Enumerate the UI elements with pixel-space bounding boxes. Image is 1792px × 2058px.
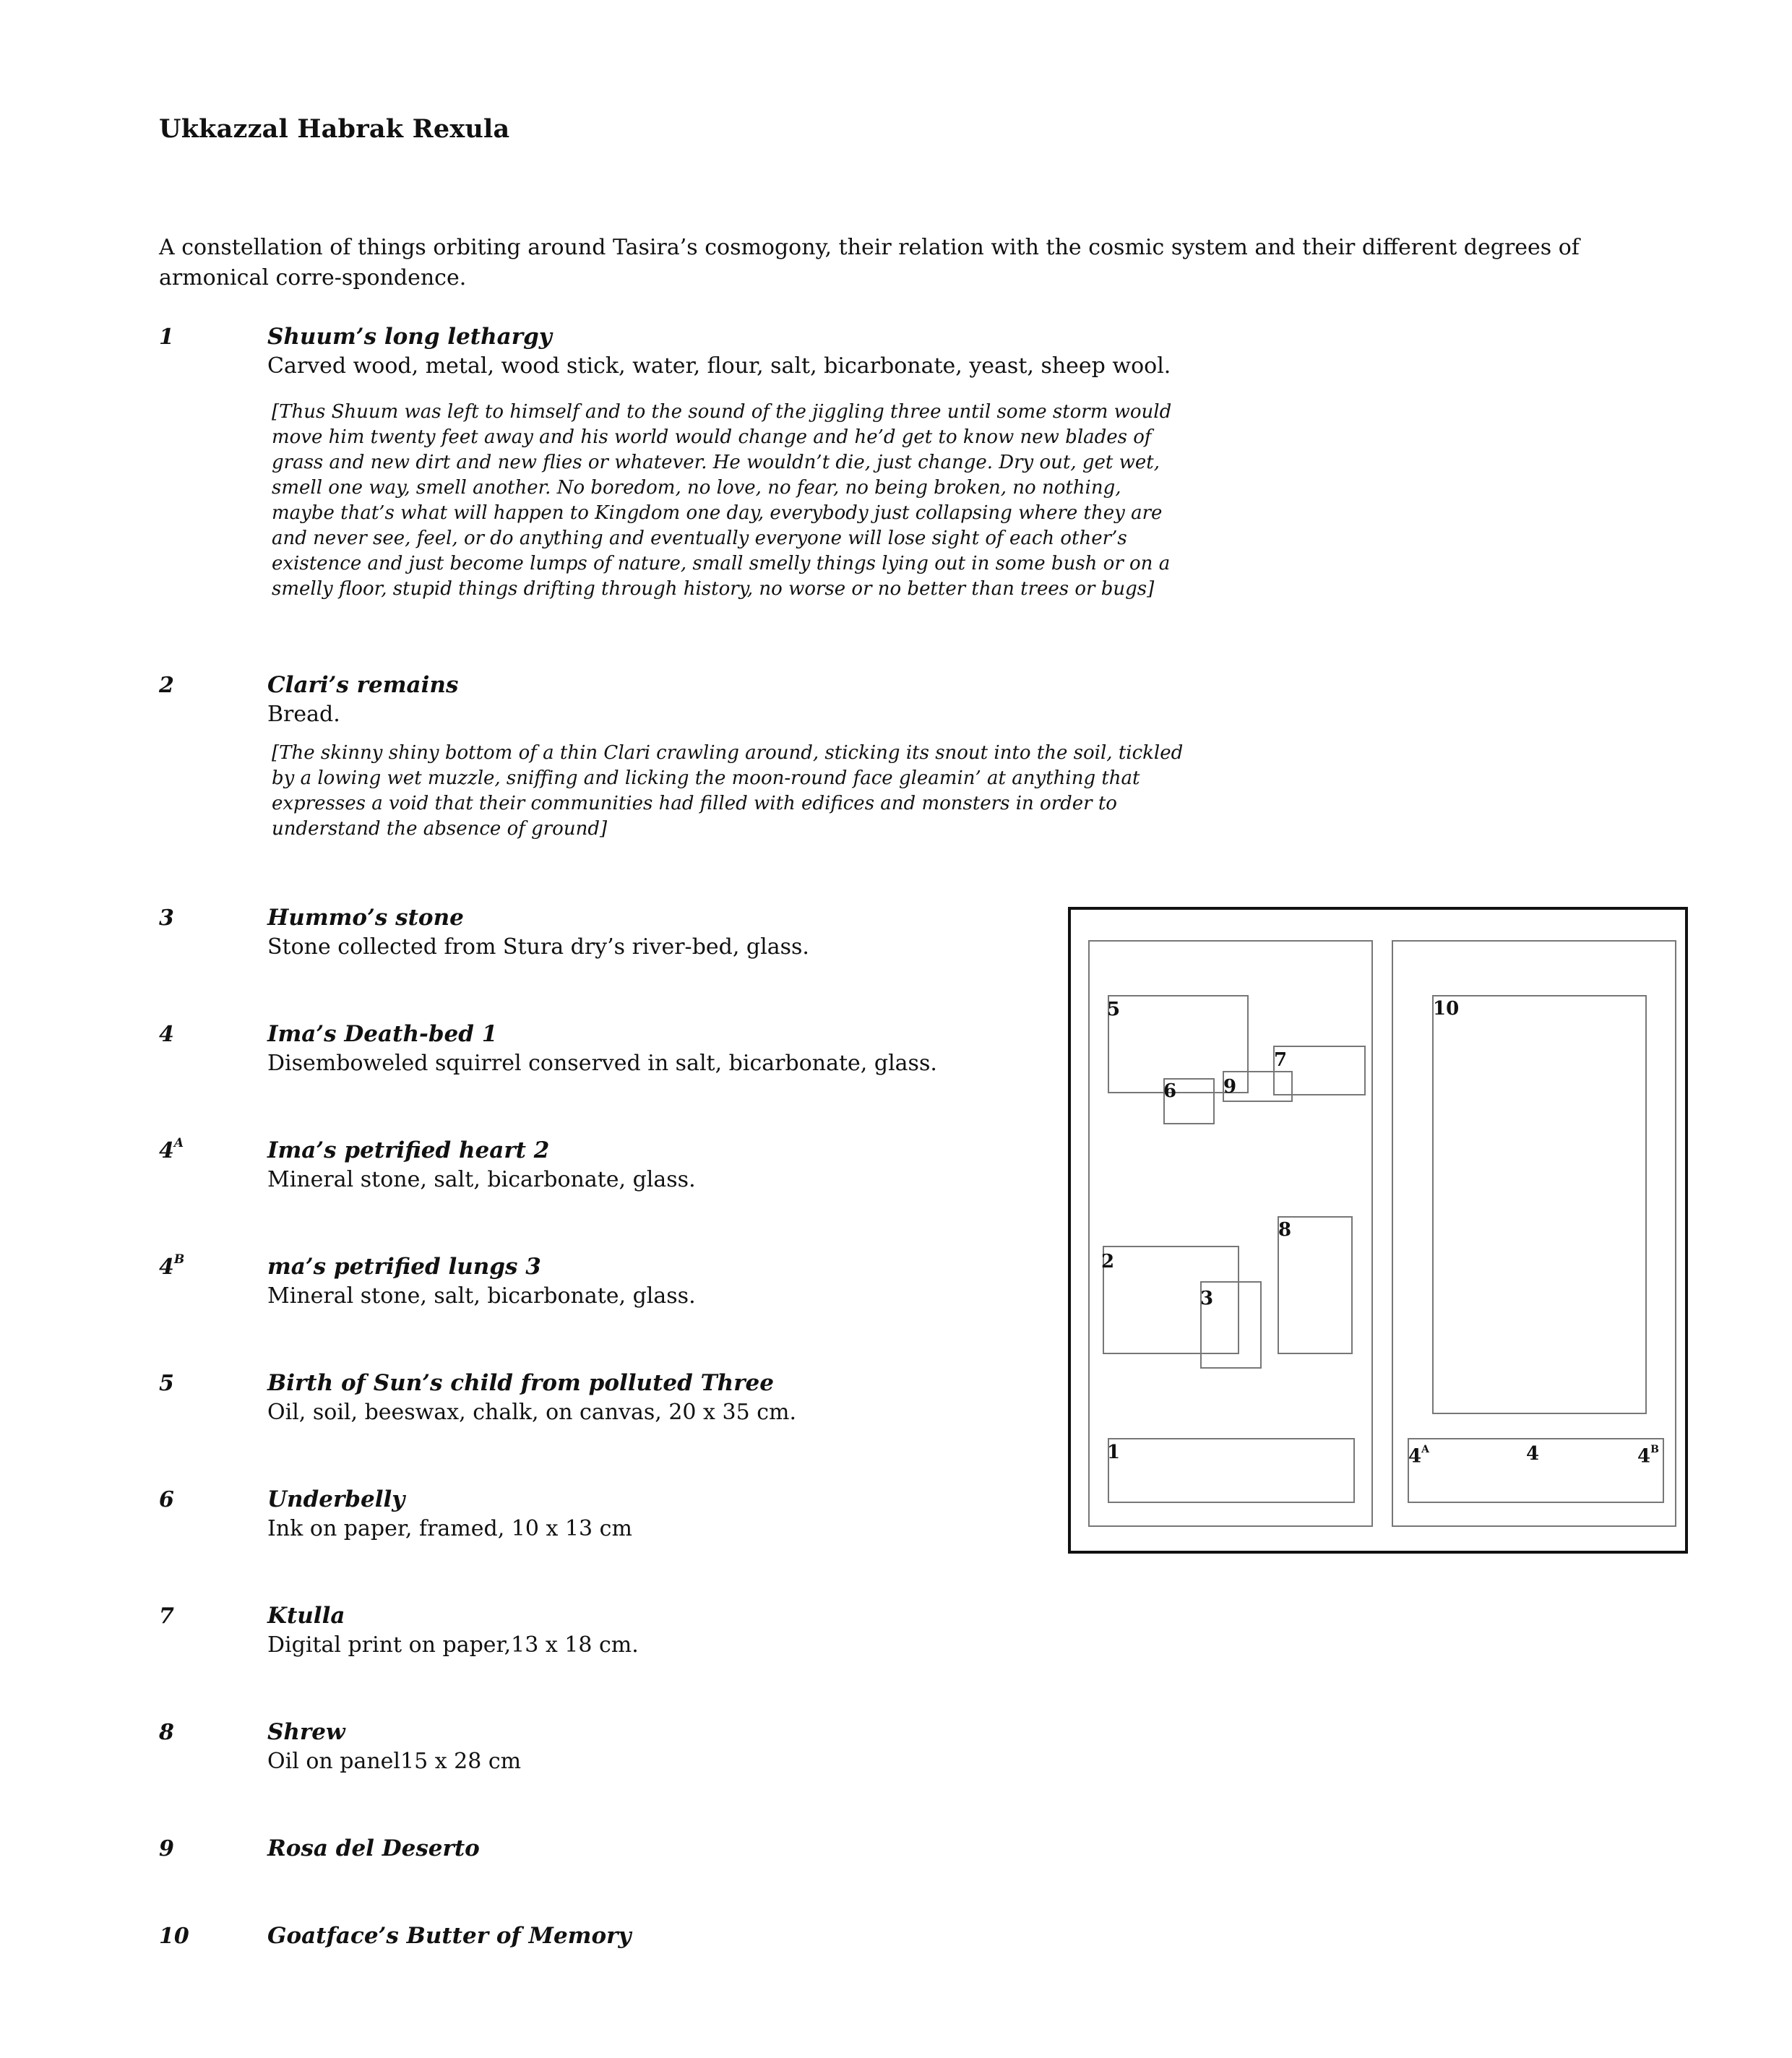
item-title: Hummo’s stone [267,905,464,931]
item-number: 6 [159,1487,174,1512]
item-quote: [The skinny shiny bottom of a thin Clari crawling around, sticking its snout into the soil, tickled by a lowing wet muzzle, sniffing and licking the moon-round face gleamin’ at anything that expresses a void that their communities had filled with edifices and monsters in order to understand the absence of ground] [272,742,1184,840]
work-1-outline [1108,1439,1354,1502]
item-title: Shuum’s long lethargy [267,324,552,350]
item-materials: Mineral stone, salt, bicarbonate, glass. [267,1167,696,1192]
plan-label-1: 1 [1107,1442,1121,1463]
item-body [267,1717,1199,1776]
item-body [267,670,1199,842]
item-quote: [Thus Shuum was left to himself and to the sound of the jiggling three until some storm would move him twenty feet away and his world would change and he’d get to know new blades of grass and new dirt and new flies or whatever. He wouldn’t die, just change. Dry out, get wet, smell one way, smell another. No boredom, no love, no fear, no being broken, no nothing, maybe that’s what will happen to Kingdom one day, everybody just collapsing where they are and never see, feel, or do anything and eventually everyone will lose sight of each other’s existence and just become lumps of nature, small smelly things lying out in some bush or on a smelly floor, stupid things drifting through history, no worse or no better than trees or bugs] [272,401,1172,600]
item-body [267,322,1199,602]
work-7-outline [1274,1046,1365,1095]
work-10-outline [1433,996,1646,1413]
item-materials: Oil on panel15 x 28 cm [267,1749,522,1774]
floor-plan [1068,907,1688,1554]
item-body [267,1921,1199,1951]
item-title: Clari’s remains [267,672,459,698]
plan-label-8: 8 [1278,1219,1292,1241]
plan-label-6: 6 [1163,1080,1177,1102]
item-number: 7 [159,1603,174,1629]
item-body [267,903,1199,962]
item-materials: Carved wood, metal, wood stick, water, flour, salt, bicarbonate, yeast, sheep wool. [267,353,1171,379]
item-body [267,1368,1199,1427]
plan-label-2: 2 [1101,1251,1115,1273]
item-number: $4^B$ [159,1252,185,1280]
item-body [267,1019,1199,1078]
item-body [267,1833,1199,1864]
work-2-outline [1103,1247,1239,1353]
item-materials: Digital print on paper,13 x 18 cm. [267,1632,639,1658]
plan-label-7: 7 [1274,1049,1288,1071]
item-title: Ima’s petrified heart 2 [267,1137,550,1163]
item-title: ma’s petrified lungs 3 [267,1254,541,1280]
item-body [267,1484,1199,1544]
plan-label-4: 4 [1526,1443,1540,1465]
item-title: Birth of Sun’s child from polluted Three [267,1370,774,1396]
item-number: 5 [159,1371,174,1396]
plan-label-4b: $4^B$ [1637,1444,1659,1468]
intro-paragraph: A constellation of things orbiting around Tasira’s cosmogony, their relation with the cosmic system and their different degrees of armonical corre-spondence. [159,235,1580,290]
item-number: 8 [159,1720,174,1745]
item-materials: Disemboweled squirrel conserved in salt, bicarbonate, glass. [267,1051,937,1076]
item-number: 1 [159,324,174,350]
item-title: Goatface’s Butter of Memory [267,1923,632,1949]
plan-label-3: 3 [1200,1288,1214,1309]
plan-label-10: 10 [1433,998,1460,1020]
item-number: 2 [159,673,174,698]
item-materials: Stone collected from Stura dry’s river-bed, glass. [267,934,809,960]
item-number: 10 [159,1924,189,1949]
plan-label-5: 5 [1107,999,1121,1020]
plan-label-9: 9 [1223,1076,1237,1098]
item-materials: Bread. [267,702,340,727]
floor-plan-drawing [1071,910,1691,1557]
item-number: 9 [159,1836,174,1861]
item-materials: Oil, soil, beeswax, chalk, on canvas, 20 x 35 cm. [267,1400,796,1425]
item-body [267,1601,1199,1660]
item-title: Ima’s Death-bed 1 [267,1021,498,1047]
item-materials: Ink on paper, framed, 10 x 13 cm [267,1516,632,1541]
plan-label-4a: $4^A$ [1408,1444,1429,1468]
item-body [267,1252,1199,1311]
item-number: $4^A$ [159,1136,184,1163]
item-title: Shrew [267,1719,345,1745]
item-materials: Mineral stone, salt, bicarbonate, glass. [267,1283,696,1309]
item-number: 4 [159,1022,174,1047]
item-title: Ktulla [267,1603,345,1629]
item-title: Underbelly [267,1486,405,1512]
item-number: 3 [159,905,174,931]
item-body [267,1135,1199,1194]
item-title: Rosa del Deserto [267,1835,480,1861]
page-title: Ukkazzal Habrak Rexula [159,114,510,144]
